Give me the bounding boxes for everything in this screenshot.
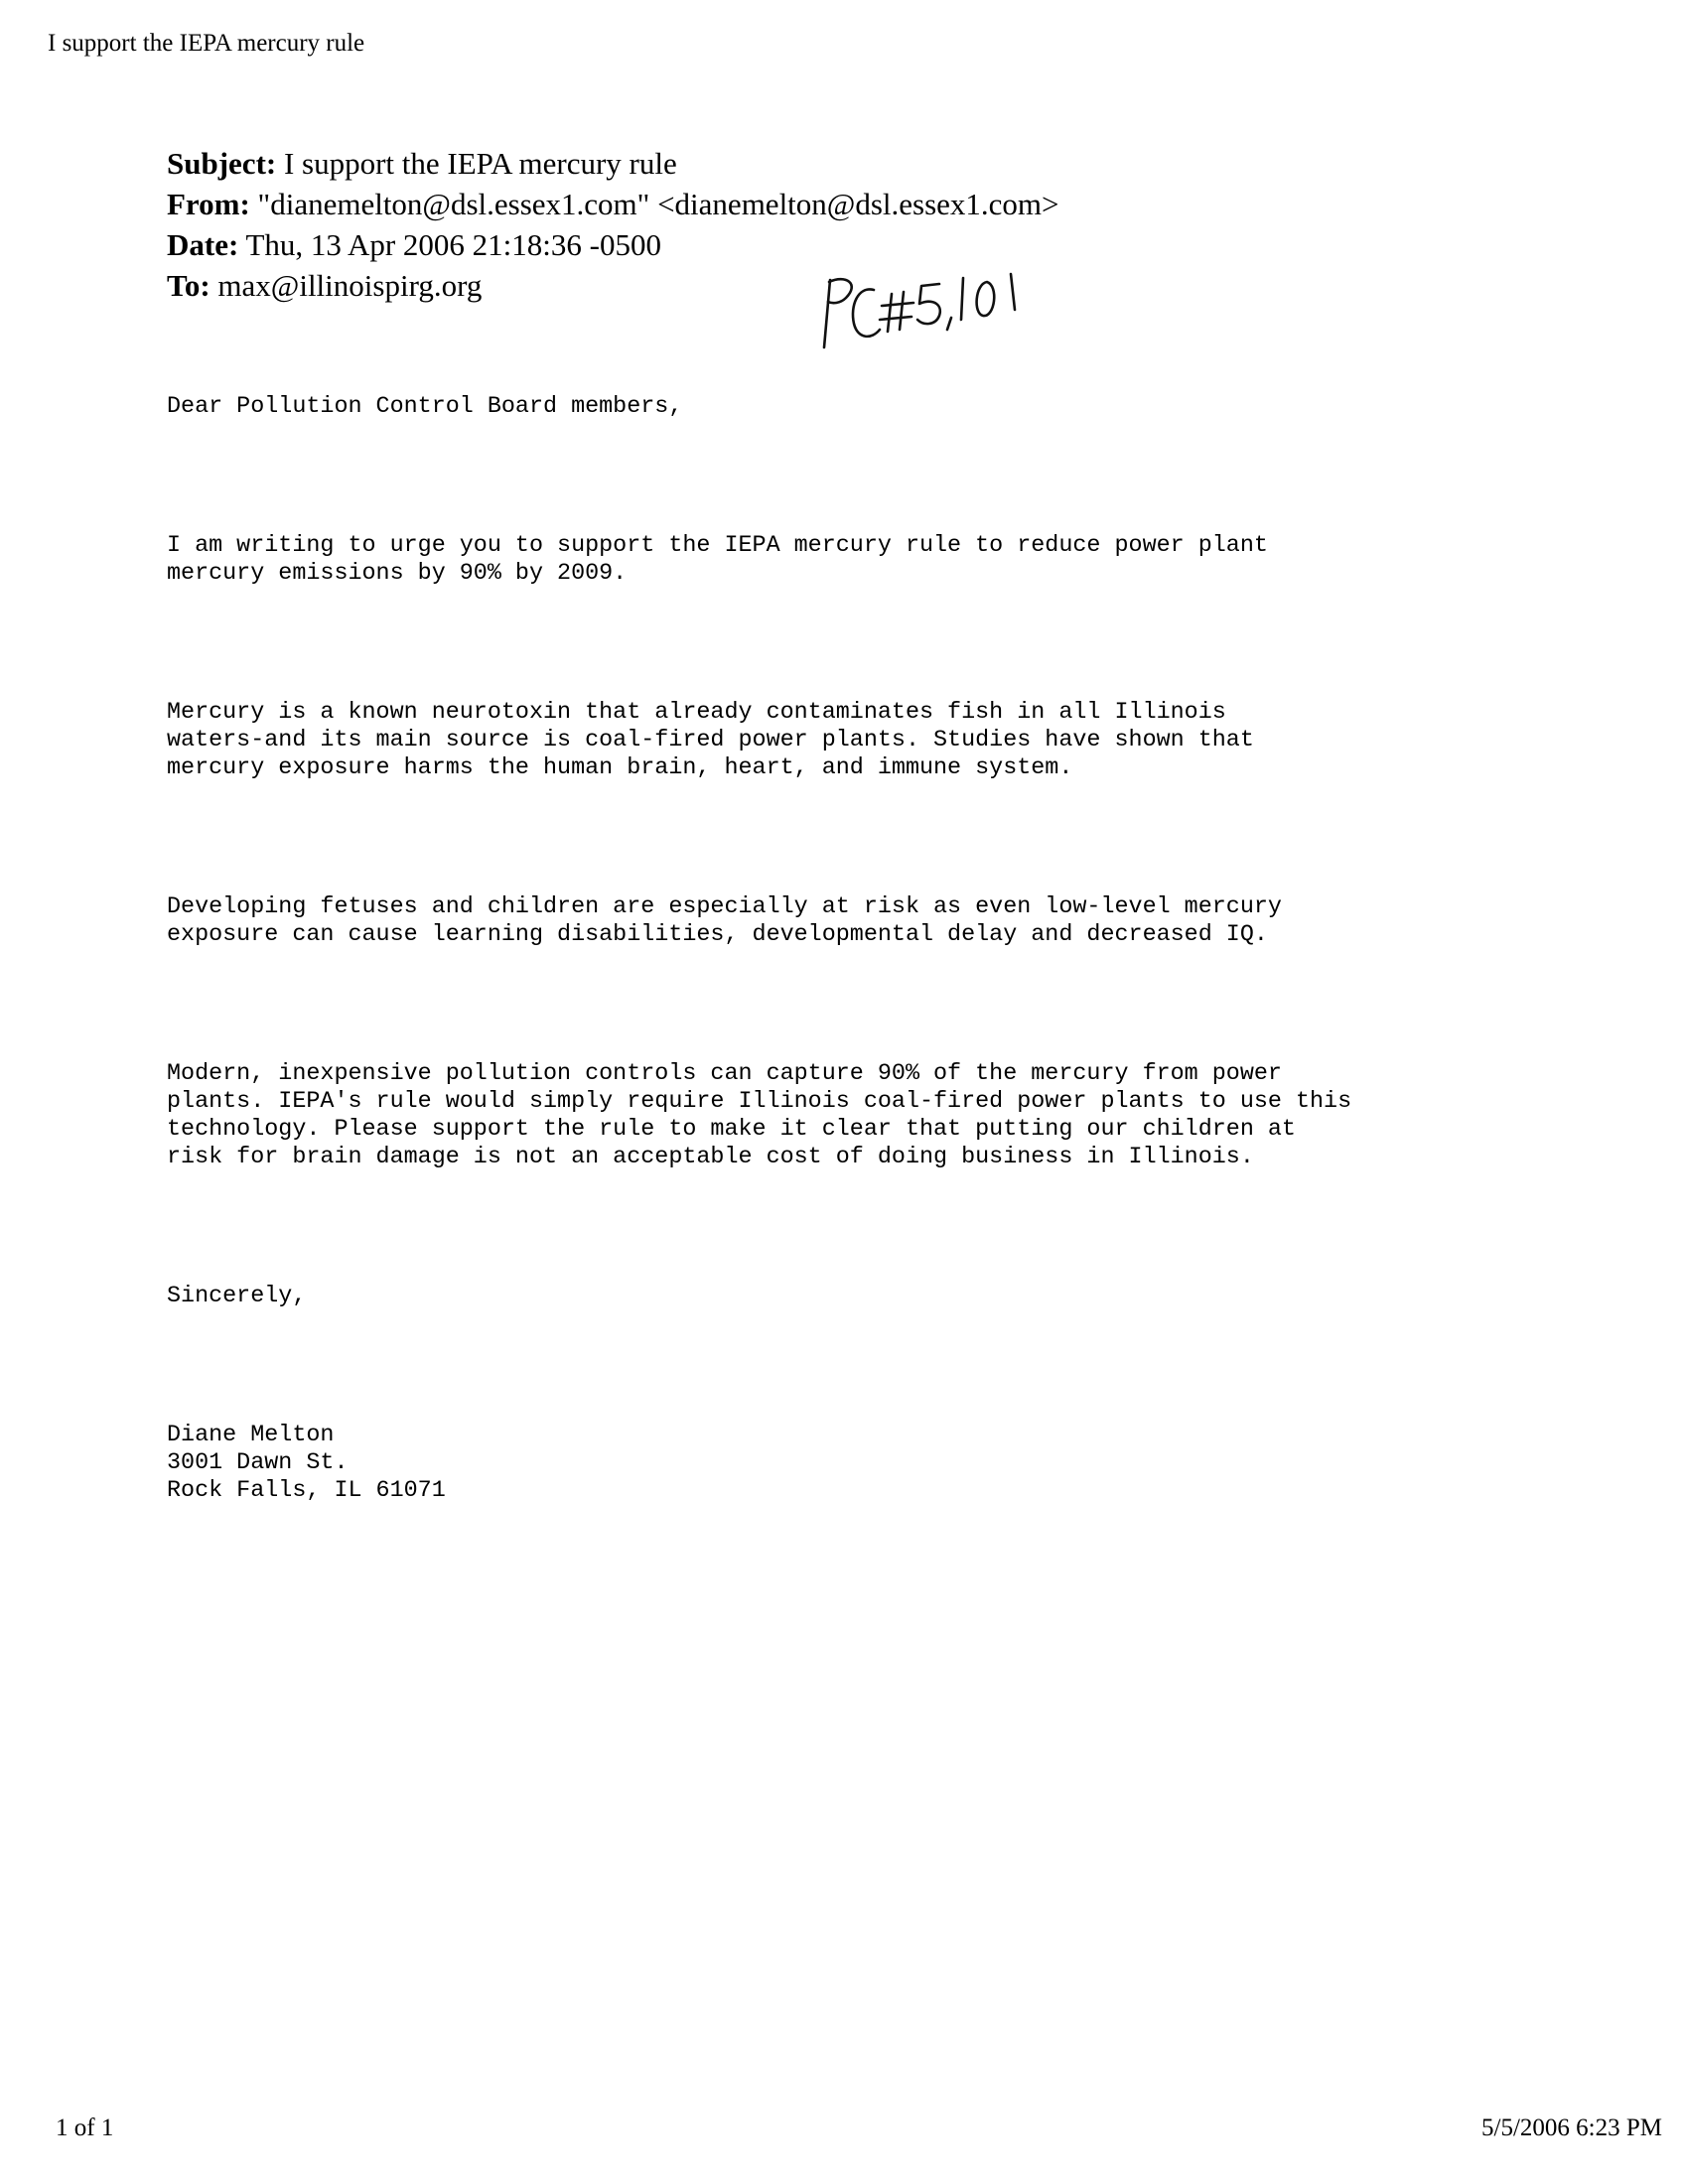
signature-name: Diane Melton xyxy=(167,1423,335,1448)
paragraph-line: plants. IEPA's rule would simply require Illinois coal-fired power plants to use this xyxy=(167,1089,1352,1115)
paragraph-line: mercury exposure harms the human brain, heart, and immune system. xyxy=(167,755,1073,781)
paragraph-4 xyxy=(167,1060,1351,1171)
paragraph-line: waters-and its main source is coal-fired power plants. Studies have shown that xyxy=(167,728,1254,753)
paragraph-line: mercury emissions by 90% by 2009. xyxy=(167,561,628,587)
paragraph-line: I am writing to urge you to support the IEPA mercury rule to reduce power plant xyxy=(167,533,1268,559)
paragraph-line: exposure can cause learning disabilities, developmental delay and decreased IQ. xyxy=(167,922,1268,948)
date-value: Thu, 13 Apr 2006 21:18:36 -0500 xyxy=(245,227,661,262)
subject-label: Subject: xyxy=(167,146,277,181)
date-label: Date: xyxy=(167,227,239,262)
page-header-title: I support the IEPA mercury rule xyxy=(48,30,365,57)
signature-city: Rock Falls, IL 61071 xyxy=(167,1478,446,1504)
closing xyxy=(167,1283,1351,1310)
paragraph-line: Developing fetuses and children are especially at risk as even low-level mercury xyxy=(167,894,1282,920)
to-value: max@illinoispirg.org xyxy=(217,268,483,303)
paragraph-line: risk for brain damage is not an acceptable cost of doing business in Illinois. xyxy=(167,1145,1254,1170)
signature-street: 3001 Dawn St. xyxy=(167,1450,349,1476)
email-body xyxy=(167,338,1351,1561)
signature-block xyxy=(167,1422,1351,1505)
paragraph-1 xyxy=(167,532,1351,588)
subject-row xyxy=(167,143,1059,184)
subject-value: I support the IEPA mercury rule xyxy=(283,146,677,181)
greeting xyxy=(167,393,1351,421)
from-row xyxy=(167,184,1059,224)
paragraph-line: Modern, inexpensive pollution controls can capture 90% of the mercury from power xyxy=(167,1061,1282,1087)
greeting-line: Dear Pollution Control Board members, xyxy=(167,394,683,420)
from-value: "dianemelton@dsl.essex1.com" <dianemelton@dsl.essex1.com> xyxy=(257,187,1059,221)
date-row xyxy=(167,224,1059,265)
paragraph-line: technology. Please support the rule to make it clear that putting our children at xyxy=(167,1117,1296,1143)
from-label: From: xyxy=(167,187,250,221)
paragraph-2 xyxy=(167,699,1351,782)
page-count: 1 of 1 xyxy=(56,2115,114,2141)
closing-line: Sincerely, xyxy=(167,1284,307,1309)
to-label: To: xyxy=(167,268,210,303)
printed-timestamp: 5/5/2006 6:23 PM xyxy=(1481,2115,1662,2141)
paragraph-line: Mercury is a known neurotoxin that already contaminates fish in all Illinois xyxy=(167,700,1226,726)
paragraph-3 xyxy=(167,893,1351,949)
